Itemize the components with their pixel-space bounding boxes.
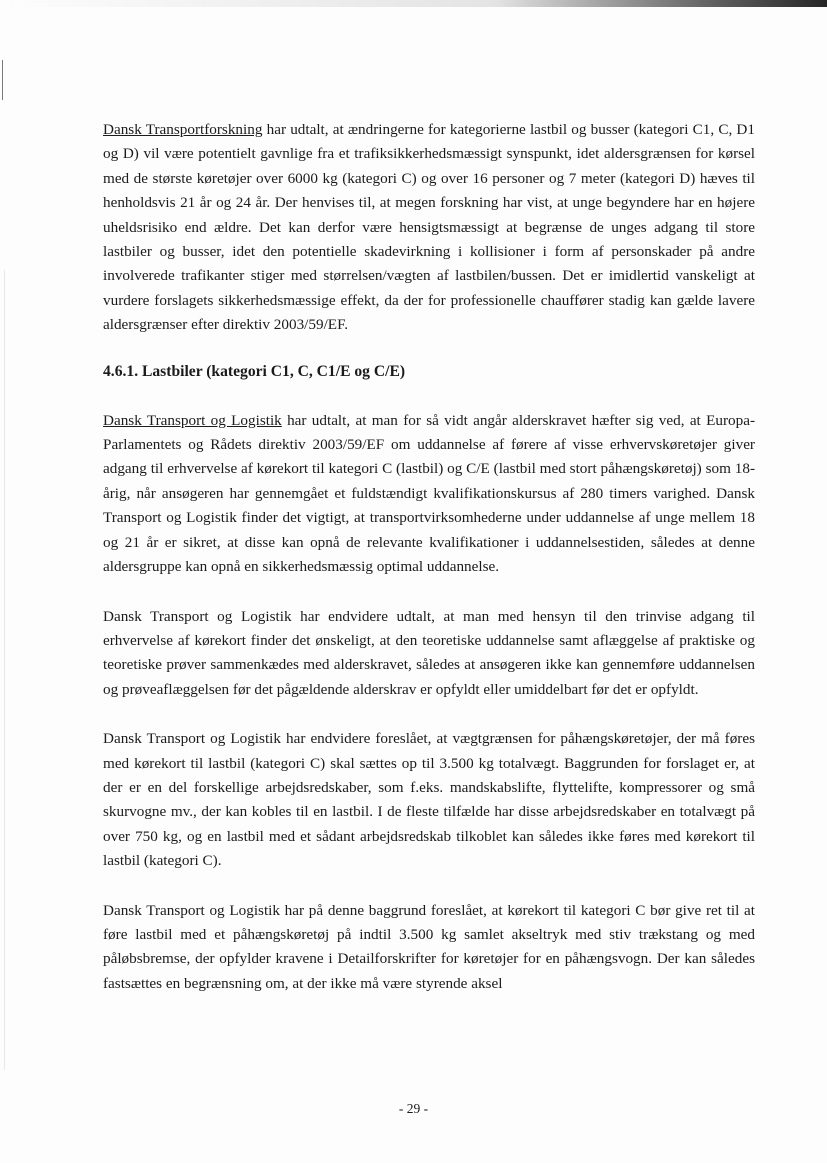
paragraph-text: har udtalt, at ændringerne for kategorierne lastbil og busser (kategori C1, C, D1 og D) vil være potentielt gavnlige fra et trafiksikkerhedsmæssigt synspunkt, idet aldersgrænsen for kørsel med de største køretøjer over 6000 kg (kategori C) og over 16 personer og 7 meter (kategori D) hæves til henholdsvis 21 år og 24 år. Der henvises til, at megen forskning har vist, at unge begyndere har en højere uheldsrisiko end ældre. Det kan derfor være hensigtsmæssigt at begrænse de unges adgang til store lastbiler og busser, idet den potentielle skadevirkning i kollisioner i form af personskader på andre involverede trafikanter stiger med størrelsen/vægten af lastbilen/bussen. Det er imidlertid vanskeligt at vurdere forslagets sikkerhedsmæssige effekt, da der for professionelle chauffører stadig kan gælde lavere aldersgrænser efter direktiv 2003/59/EF.: [103, 121, 755, 334]
scan-edge-top: [0, 0, 827, 7]
paragraph-transport-logistik-4: Dansk Transport og Logistik har på denne baggrund foreslået, at kørekort til kategori C bør give ret til at føre lastbil med et påhængskøretøj på indtil 3.500 kg samlet akseltryk med stiv trækstang og med påløbsbremse, der opfylder kravene i Detailforskrifter for køretøjer for en påhængsvogn. Der kan således fastsættes en begrænsning om, at der ikke må være styrende aksel: [103, 901, 755, 992]
scan-edge-mark: [2, 60, 3, 100]
paragraph-transportforskning: [103, 118, 755, 338]
org-name-transport-logistik: Dansk Transport og Logistik: [103, 411, 282, 429]
body-text: [103, 118, 755, 996]
scan-edge-left: [4, 270, 5, 1070]
paragraph-transport-logistik-1: [103, 409, 755, 580]
paragraph-text: har udtalt, at man for så vidt angår alderskravet hæfter sig ved, at Europa-Parlamentets og Rådets direktiv 2003/59/EF om uddannelse af førere af visse erhvervskøretøjer giver adgang til erhvervelse af kørekort til kategori C (lastbil) og C/E (lastbil med stort påhængskøretøj) som 18-årig, når ansøgeren har gennemgået et fuldstændigt kvalifikationskursus af 280 timers varighed. Dansk Transport og Logistik finder det vigtigt, at transportvirksomhederne under uddannelse af unge mellem 18 og 21 år er sikret, at disse kan opnå de relevante kvalifikationer i uddannelsestiden, således at denne aldersgruppe kan opnå en sikkerhedsmæssig optimal uddannelse.: [103, 411, 755, 576]
paragraph-transport-logistik-2: Dansk Transport og Logistik har endvidere udtalt, at man med hensyn til den trinvise adgang til erhvervelse af kørekort finder det ønskeligt, at den teoretiske uddannelse samt aflæggelse af praktiske og teoretiske prøver sammenkædes med alderskravet, således at ansøgeren ikke kan gennemføre uddannelsen og prøveaflæggelsen før det pågældende alderskrav er opfyldt eller umiddelbart før det er opfyldt.: [103, 607, 755, 698]
page-number: - 29 -: [398, 1101, 429, 1116]
org-name-transportforskning: Dansk Transportforskning: [103, 121, 263, 138]
paragraph-transport-logistik-3: Dansk Transport og Logistik har endvidere foreslået, at vægtgrænsen for påhængskøretøjer, der må føres med kørekort til lastbil (kategori C) skal sættes op til 3.500 kg totalvægt. Baggrunden for forslaget er, at der er en del forskellige arbejdsredskaber, som f.eks. mandskabslifte, flyttelifte, kompressorer og små skurvogne mv., der kan kobles til en lastbil. I de fleste tilfælde har disse arbejdsredskaber en totalvægt på over 750 kg, og en lastbil med et sådant arbejdsredskab tilkoblet kan således ikke føres med kørekort til lastbil (kategori C).: [103, 730, 755, 870]
section-heading-lastbiler: 4.6.1. Lastbiler (kategori C1, C, C1/E og C/E): [103, 362, 406, 380]
